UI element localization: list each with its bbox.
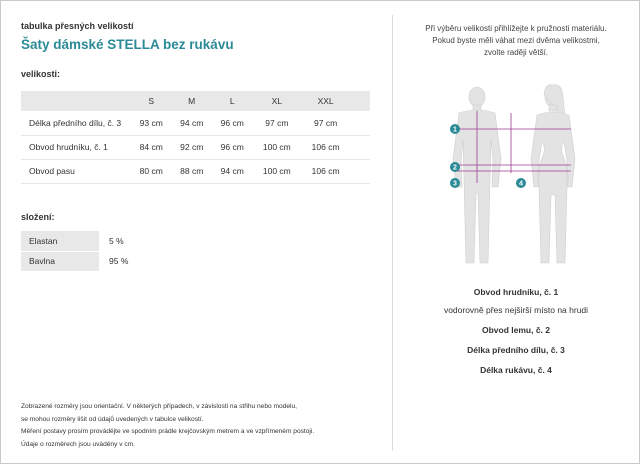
marker-3-icon bbox=[450, 178, 460, 188]
advice-line: Při výběru velikosti přihlížejte k pružnosti materiálu. bbox=[425, 24, 607, 33]
advice-line: Pokud byste měli váhat mezi dvěma velikostmi, bbox=[432, 36, 600, 45]
size-advice bbox=[401, 23, 631, 59]
table-cell: 80 cm bbox=[131, 159, 171, 183]
table-cell: 96 cm bbox=[212, 111, 252, 135]
composition-row bbox=[21, 251, 128, 271]
table-cell: 97 cm bbox=[252, 111, 301, 135]
table-cell: 96 cm bbox=[212, 135, 252, 159]
silhouettes-illustration bbox=[441, 83, 591, 273]
size-column-header: M bbox=[171, 91, 211, 111]
measurement-legend bbox=[401, 287, 631, 375]
measurement-note bbox=[21, 401, 371, 451]
material-percent: 5 % bbox=[109, 236, 124, 246]
sizes-header-pad bbox=[350, 91, 370, 111]
svg-text:3: 3 bbox=[453, 180, 457, 188]
marker-4-icon bbox=[516, 178, 526, 188]
material-percent: 95 % bbox=[109, 256, 129, 266]
note-line: Zobrazené rozměry jsou orientační. V některých případech, v závislosti na střihu nebo modelu, bbox=[21, 403, 297, 410]
table-row bbox=[21, 111, 370, 135]
female-silhouette-icon bbox=[531, 85, 575, 263]
note-line: Měření postavy prosím provádějte ve spodním prádle krejčovským metrem a ve vzpřímeném postoji. bbox=[21, 428, 315, 435]
note-line: Údaje o rozměrech jsou uváděny v cm. bbox=[21, 440, 135, 448]
table-cell: 106 cm bbox=[301, 159, 350, 183]
svg-text:2: 2 bbox=[453, 164, 457, 172]
material-name: Elastan bbox=[21, 231, 99, 251]
table-cell: 94 cm bbox=[212, 159, 252, 183]
table-cell: 88 cm bbox=[171, 159, 211, 183]
size-column-header: S bbox=[131, 91, 171, 111]
table-cell: 106 cm bbox=[301, 135, 350, 159]
sizes-header-corner bbox=[21, 91, 131, 111]
size-column-header: L bbox=[212, 91, 252, 111]
table-row bbox=[21, 159, 370, 183]
column-divider bbox=[392, 15, 393, 451]
size-column-header: XL bbox=[252, 91, 301, 111]
marker-1-icon bbox=[450, 124, 460, 134]
table-cell: 93 cm bbox=[131, 111, 171, 135]
table-cell: 84 cm bbox=[131, 135, 171, 159]
eyebrow-label: tabulka přesných velikostí bbox=[21, 21, 134, 31]
composition-table bbox=[21, 231, 128, 272]
table-cell: 100 cm bbox=[252, 159, 301, 183]
legend-title: Délka rukávu, č. 4 bbox=[480, 365, 552, 375]
advice-line: zvolte raději větší. bbox=[483, 48, 549, 57]
row-label: Obvod hrudníku, č. 1 bbox=[21, 135, 131, 159]
legend-title: Obvod lemu, č. 2 bbox=[481, 325, 551, 335]
table-row bbox=[21, 135, 370, 159]
table-cell: 100 cm bbox=[252, 135, 301, 159]
sizes-label: velikosti: bbox=[21, 69, 61, 79]
size-column-header: XXL bbox=[301, 91, 350, 111]
composition-row bbox=[21, 231, 128, 251]
sizes-table bbox=[21, 91, 370, 184]
composition-label: složení: bbox=[21, 212, 55, 222]
table-cell: 94 cm bbox=[171, 111, 211, 135]
table-cell-pad bbox=[350, 135, 370, 159]
body-measurement-figure bbox=[441, 83, 591, 273]
legend-title: Délka předního dílu, č. 3 bbox=[467, 345, 565, 355]
material-name: Bavlna bbox=[21, 251, 99, 271]
legend-title: Obvod hrudníku, č. 1 bbox=[473, 287, 559, 297]
legend-text: vodorovně přes nejširší místo na hrudi bbox=[443, 305, 589, 315]
sizes-header-row bbox=[21, 91, 370, 111]
table-cell: 92 cm bbox=[171, 135, 211, 159]
header bbox=[21, 21, 371, 52]
table-cell: 97 cm bbox=[301, 111, 350, 135]
marker-2-icon bbox=[450, 162, 460, 172]
table-cell-pad bbox=[350, 111, 370, 135]
svg-text:4: 4 bbox=[519, 180, 523, 188]
row-label: Obvod pasu bbox=[21, 159, 131, 183]
product-title: Šaty dámské STELLA bez rukávu bbox=[21, 37, 234, 52]
svg-text:1: 1 bbox=[453, 126, 457, 134]
row-label: Délka předního dílu, č. 3 bbox=[21, 111, 131, 135]
note-line: se mohou rozměry lišit od údajů uvedených v tabulce velikostí. bbox=[21, 415, 204, 423]
table-cell-pad bbox=[350, 159, 370, 183]
